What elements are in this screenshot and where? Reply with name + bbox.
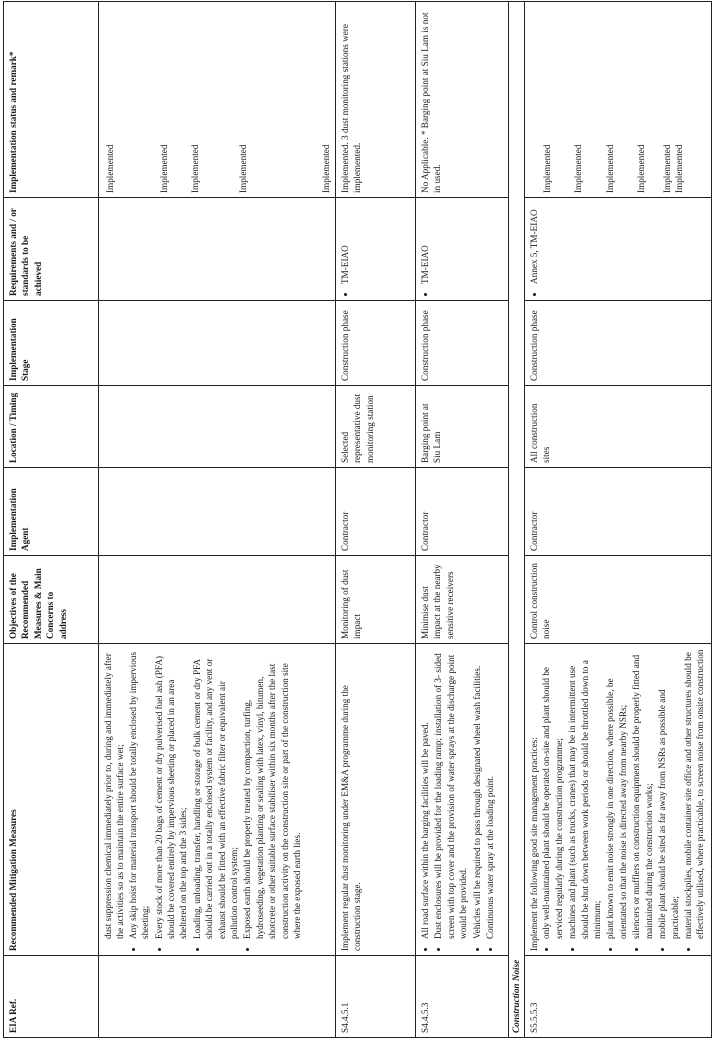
status-text: Implemented	[604, 144, 615, 193]
row1-ref	[99, 956, 336, 1038]
header-status: Implementation status and remark*	[4, 2, 99, 198]
row2-location: Selected representative dust monitoring station	[336, 386, 416, 468]
status-text: Implemented	[105, 144, 115, 193]
row2-requirements-list	[339, 202, 351, 296]
header-stage: Implementation Stage	[4, 301, 99, 386]
status-text: Implemented	[238, 144, 249, 193]
row1-status	[99, 2, 336, 198]
status-text: Implemented	[636, 144, 647, 193]
row1-measures	[99, 644, 336, 956]
row1-location	[99, 386, 336, 468]
row4-requirements-list	[528, 202, 540, 296]
status-text: Implemented	[159, 144, 170, 193]
row4-status	[525, 2, 712, 198]
header-requirements: Requirements and / or standards to be achieved	[4, 198, 99, 301]
row2-agent: Contractor	[336, 468, 416, 556]
list-item: • TM-EIAO	[339, 202, 351, 284]
row4-location: All construction sites	[525, 386, 712, 468]
table-row	[416, 2, 509, 1038]
list-item: • material stockpiles, mobile container site office and other structures should be effectively utilised, where practicable, to screen noise from onsite construction	[682, 648, 707, 939]
row4-stage: Construction phase	[525, 301, 712, 386]
status-text: Implemented	[661, 144, 672, 193]
section-title: Construction Noise	[509, 2, 525, 1038]
row2-measures: Implement regular dust monitoring under EM&A programme during the construction stage.	[336, 644, 416, 956]
row4-objectives: Control construction noise	[525, 556, 712, 644]
list-item: • mobile plant should be sited as far away from NSRs as possible and practicable;	[656, 648, 681, 939]
row4-intro: Implement the following good site management practices:	[529, 737, 540, 951]
header-objectives: Objectives of the Recommended Measures & Main Concerns to address	[4, 556, 99, 644]
row2-ref: S4.4.5.1	[336, 956, 416, 1038]
section-row	[509, 2, 525, 1038]
row3-agent: Contractor	[416, 468, 509, 556]
status-text: Implemented	[573, 144, 584, 193]
list-item: • Exposed earth should be properly treated by compaction, turfing, hydroseeding, vegetation planting or sealing with latex, vinyl, bitumen, shotcrete or other suitable surface stabiliser within six months after the last construction activity on the construction site or part of the construction site where the exposed earth lies.	[241, 648, 303, 939]
header-eia-ref: EIA Ref.	[4, 956, 99, 1038]
list-item: • Any skip hoist for material transport should be totally enclosed by impervious sheeting;	[127, 648, 152, 939]
row3-status: No Applicable. * Barging point at Siu Lam is not in used.	[416, 2, 509, 198]
header-measures: Recommended Mitigation Measures	[4, 644, 99, 956]
row4-requirements	[525, 198, 712, 301]
list-item: • plant known to emit noise strongly in one direction, where possible, be orientated so that the noise is directed away from nearby NSRs;	[604, 648, 629, 939]
list-item: • only well-maintained plant should be operated on-site and plant should be serviced regularly during the construction programme;	[540, 648, 565, 939]
row3-requirements-list	[419, 202, 431, 296]
mitigation-measures-table	[3, 1, 712, 1038]
list-item: • Every stock of more than 20 bags of cement or dry pulverised fuel ash (PFA) should be covered entirely by impervious sheeting or placed in an area sheltered on the top and the 3 sides;	[153, 648, 190, 939]
row1-requirements	[99, 198, 336, 301]
row3-stage: Construction phase	[416, 301, 509, 386]
row3-location: Barging point at Siu Lam	[416, 386, 509, 468]
status-text: Implemented	[542, 144, 553, 193]
row2-stage: Construction phase	[336, 301, 416, 386]
table-row	[99, 2, 336, 1038]
row1-stage	[99, 301, 336, 386]
header-row	[4, 2, 99, 1038]
row3-ref: S4.4.5.3	[416, 956, 509, 1038]
list-item: • silencers or mufflers on construction equipment should be properly fitted and maintained during the construction works;	[630, 648, 655, 939]
status-text: Implemented	[674, 144, 685, 193]
header-agent: Implementation Agent	[4, 468, 99, 556]
row2-requirements	[336, 198, 416, 301]
status-text: Implemented	[320, 144, 331, 193]
row3-bullet-list	[419, 648, 496, 951]
table-row	[336, 2, 416, 1038]
header-location: Location / Timing	[4, 386, 99, 468]
row4-ref: S5.5.5.3	[525, 956, 712, 1038]
list-item: • Loading, unloading, transfer, handling or storage of bulk cement or dry PFA should be carried out in a totally enclosed system or facility, and any vent or exhaust should be fitted with an effective fabric filter or equivalent air pollution control system;	[191, 648, 241, 939]
row3-measures	[416, 644, 509, 956]
list-item: • Annex 5, TM-EIAO	[528, 202, 540, 284]
list-item: • Continuous water spray at the loading point.	[484, 648, 496, 939]
list-item: • Vehicles will be required to pass through designated wheel wash facilities.	[471, 648, 483, 939]
row2-objectives: Monitoring of dust impact	[336, 556, 416, 644]
list-item: • TM-EIAO	[419, 202, 431, 284]
row3-requirements	[416, 198, 509, 301]
row1-intro: dust suppression chemical immediately prior to, during and immediately after the activities so as to maintain the entire surface wet;	[103, 653, 126, 939]
row4-measures	[525, 644, 712, 956]
row4-bullet-list	[540, 648, 706, 951]
table-row	[525, 2, 712, 1038]
row4-agent: Contractor	[525, 468, 712, 556]
row1-objectives	[99, 556, 336, 644]
list-item: • Dust enclosures will be provided for the loading ramp; installation of 3- sided screen with top cover and the provision of water sprays at the discharge point would be provided.	[432, 648, 469, 939]
list-item: • machines and plant (such as trucks, cranes) that may be in intermittent use should be shut down between work periods or should be throttled down to a minimum;	[566, 648, 603, 939]
list-item: • All road surface within the barging facilities will be paved.	[419, 648, 431, 939]
row2-status: Implemented. 3 dust monitoring stations were implemented.	[336, 2, 416, 198]
status-text: Implemented	[189, 144, 200, 193]
row3-objectives: Minimise dust impact at the nearby sensitive receivers	[416, 556, 509, 644]
row1-bullet-list	[127, 648, 304, 951]
row1-agent	[99, 468, 336, 556]
